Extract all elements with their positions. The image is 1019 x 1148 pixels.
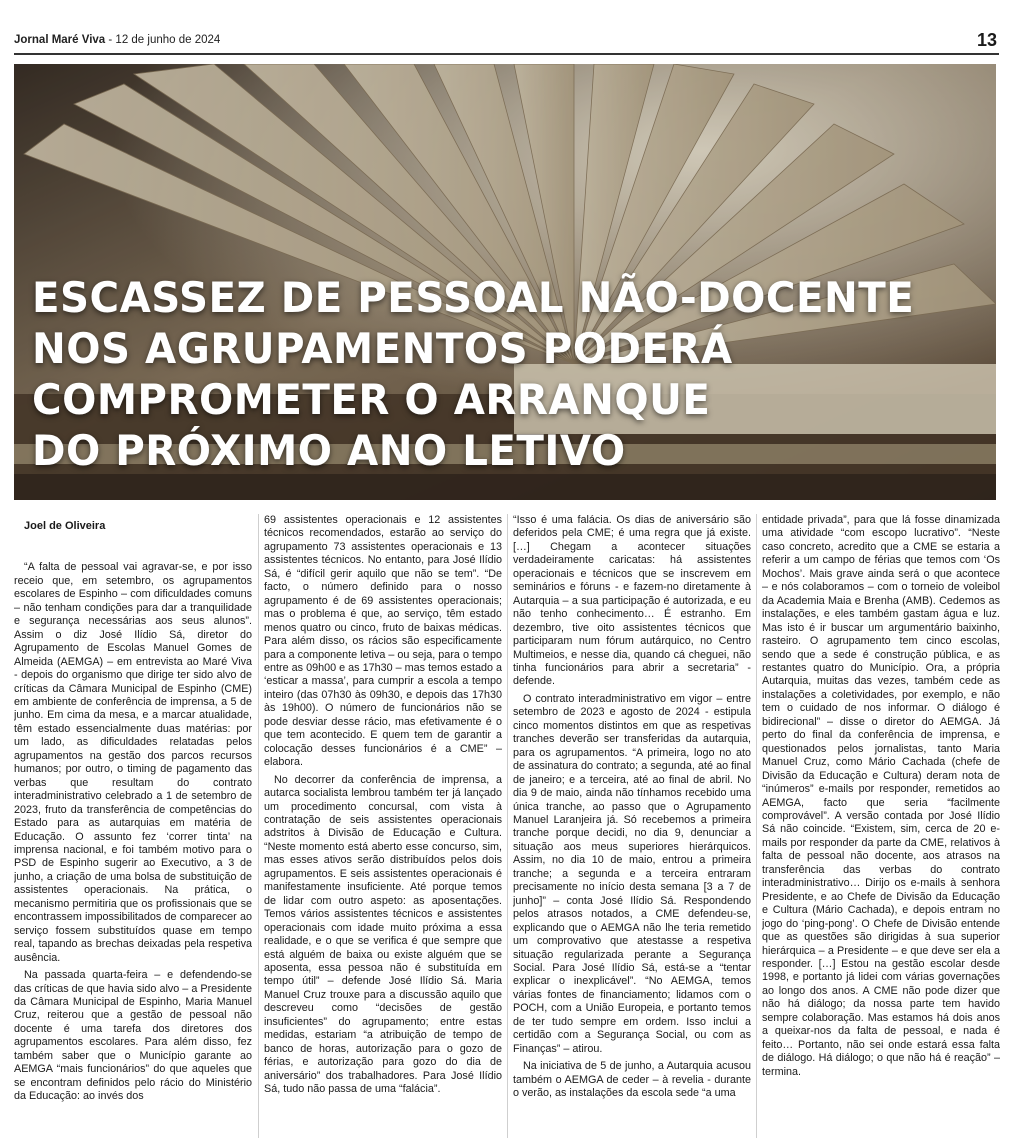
headline-line: ESCASSEZ DE PESSOAL NÃO-DOCENTE (32, 273, 915, 322)
header-rule (14, 53, 999, 55)
article-body (14, 514, 1004, 1144)
article-column-3 (513, 514, 751, 1144)
headline (32, 272, 982, 476)
paragraph: entidade privada”, para que lá fosse dinamizada uma atividade “com escopo lucrativo”. “Neste caso concreto, acredito que a CME se estaria a referir a um campo de férias que temos com ‘Os Mochos’. Mais grave ainda será o que acontece – e nós colaboramos – com o torneio de voleibol da Academia Maia e Brenha (AMB). Cedemos as instalações, e eles também gastam água e luz. Mas isto é ir buscar um argumentário baixinho, rasteiro. O agrupamento tem cinco escolas, sendo que a sede é construção pública, e as restantes quatro do Município. Ora, a própria Autarquia, muitas das vezes, também cede as instalações a coletividades, por exemplo, e não tem o cuidado de nos informar. O diálogo é bidirecional” – disse o diretor do AEMGA. Já perto do final da conferência de imprensa, e questionados pelos jornalistas, tanto Maria Manuel Cruz, como Mário Cachada (chefe de Divisão da Educação e Cultura) deram nota de “inúmeros” e-mails por responder, remetidos ao AEMGA, facto que seria “facilmente comprovável”. A versão contada por José Ilídio Sá não coincide. “Existem, sim, cerca de 20 e-mails por responder da parte da CME, relativos à falta de pessoal não docente, aos atrasos na transferência das verbas do contrato interadministrativo… Dirijo os e-mails à senhora Presidente, e ao Chefe de Divisão da Educação e Cultura (Mário Cachada), e depois entram no jogo do ‘ping-pong’. O Chefe de Divisão entende que as questões são dirigidas à sua superior hierárquica – a Presidente – e que deve ser ela a responder. […] Estou na gestão escolar desde 1998, e portanto já lidei com várias governações ao longo dos anos. A CME não pode dizer que não há diálogo; da nossa parte tem havido sempre colaboração. Mas estamos há dois anos a queixar-nos da falta de pessoal, e nada é feito… Portanto, não sei onde estará essa falta de diálogo. Há diálogo; o que não há é reação” – termina. (762, 514, 1000, 1078)
article-column-4 (762, 514, 1000, 1144)
author-byline: Joel de Oliveira (24, 520, 106, 532)
paragraph: No decorrer da conferência de imprensa, a autarca socialista lembrou também ter já lançado um procedimento concursal, com vista à contratação de seis assistentes operacionais adstritos à Divisão de Educação e Cultura. “Neste momento está aberto esse concurso, sim, mas esses ativos serão distribuídos pelos dois agrupamentos. E seis assistentes operacionais é manifestamente insuficiente. Até porque temos de lidar com outro aspeto: as aposentações. Temos vários assistentes técnicos e assistentes operacionais com idade muito próxima a essa realidade, e o que se verifica é que sempre que está alguém de baixa ou existe alguém que se aposenta, essa pessoa não é substituída em tempo útil” – defende José Ilídio Sá. Maria Manuel Cruz trouxe para a discussão aquilo que descreveu como “decisões de gestão insuficientes” do agrupamento; entre estas medidas, estariam “a atribuição de tempo de banco de horas, autorização para o gozo de férias, e autorização para gozo do dia de aniversário” dos trabalhadores. Para José Ilídio Sá, tudo não passa de uma “falácia”. (264, 773, 502, 1096)
headline-line: COMPROMETER O ARRANQUE (32, 375, 711, 424)
hero-image (14, 64, 996, 500)
page-header (14, 28, 999, 54)
publication-name: Jornal Maré Viva (14, 34, 106, 46)
publication-info (14, 34, 220, 46)
headline-line: DO PRÓXIMO ANO LETIVO (32, 426, 626, 475)
page-number: 13 (976, 30, 997, 50)
paragraph: Na passada quarta-feira – e defendendo-se das críticas de que havia sido alvo – a Presidente da Câmara Municipal de Espinho, Maria Manuel Cruz, reiterou que a gestão de pessoal não docente é uma tarefa dos diretores dos agrupamentos escolares. Para além disso, fez também saber que o Município garante ao AEMGA “mais funcionários” do que aqueles que se encontram definidos pelo rácio do Ministério da Educação: ao invés dos (14, 969, 252, 1103)
column-divider (756, 514, 757, 1138)
article-column-2 (264, 514, 502, 1144)
publication-date: - 12 de junho de 2024 (105, 34, 221, 46)
column-divider (258, 514, 259, 1138)
paragraph: “A falta de pessoal vai agravar-se, e por isso receio que, em setembro, os agrupamentos escolares de Espinho – com dificuldades comuns – não tenham condições para dar a tranquilidade e segurança necessárias aos seus alunos”. Assim o diz José Ilídio Sá, diretor do Agrupamento de Escolas Manuel Gomes de Almeida (AEMGA) – em entrevista ao Maré Viva - depois do organismo que dirige ter sido alvo de críticas da Câmara Municipal de Espinho (CME) em ambiente de conferência de imprensa, a 5 de junho. Em cima da mesa, e a marcar atualidade, têm estado essencialmente duas matérias: por um lado, as dificuldades relatadas pelos agrupamentos na gestão dos parcos recursos humanos; por outro, o timing de pagamento das verbas que resultam do contrato interadministrativo celebrado a 1 de setembro de 2023, fruto da transferência de competências do Estado para as autarquias em matéria de Educação. O assunto fez ‘correr tinta’ na imprensa nacional, e foi também motivo para o PSD de Espinho sugerir ao Executivo, a 3 de junho, a criação de uma bolsa de substituição de assistentes operacionais. Na prática, o mecanismo permitiria que os profissionais que se encontrassem impossibilitados de comparecer ao serviço fossem substituídos quase em tempo real, tapando as brechas deixadas pela respetiva ausência. (14, 561, 252, 964)
paragraph: O contrato interadministrativo em vigor – entre setembro de 2023 e agosto de 2024 - estipula cinco momentos distintos em que as respetivas tranches deverão ser transferidas da autarquia, para os agrupamentos. “A primeira, logo no ato de assinatura do contrato; a segunda, até ao final de janeiro; e a terceira, até ao final de abril. No dia 9 de maio, ainda não tínhamos recebido uma única tranche, ao passo que o Agrupamento Manuel Laranjeira já. Só recebemos a primeira tranche porque decidi, no dia 9, denunciar a situação aos meus superiores hierárquicos. Assim, no dia 10 de maio, entrou a primeira tranche; a segunda e a terceira entraram precisamente no início desta semana [3 a 7 de junho]” – conta José Ilídio Sá. Respondendo pelos atrasos notados, a CME defendeu-se, explicando que o AEMGA não lhe teria remetido um comprovativo que atestasse a respetiva situação regularizada perante a Segurança Social. Para José Ilídio Sá, está-se a “tentar explicar o inexplicável”. “No AEMGA, temos várias fontes de financiamento; lidamos com o POCH, com a União Europeia, e portanto temos de ter tudo sempre em ordem. Isso inclui a certidão com a Segurança Social, ou com as Finanças” – atirou. (513, 692, 751, 1055)
column-divider (507, 514, 508, 1138)
paragraph: 69 assistentes operacionais e 12 assistentes técnicos recomendados, estarão ao serviço do agrupamento 73 assistentes operacionais e 13 assistentes técnicos. No entanto, para José Ilídio Sá, é “difícil gerir aquilo que não se tem”. “De facto, o número definido para o nosso agrupamento é de 69 assistentes operacionais; mas o problema é que, ao serviço, têm estado menos quatro ou cinco, fruto de baixas médicas. Para além disso, os rácios são especificamente para a componente letiva – ou seja, para o tempo entre as 09h00 e as 17h30 – mas temos estado a ‘esticar a massa’, para cumprir a escola a tempo inteiro (das 07h30 às 09h30, e depois das 17h30 às 19h00). O número de funcionários não se pode desviar desse rácio, mas efetivamente é o que tem acontecido. E quem tem de garantir a colocação desses funcionários é a CME” – elabora. (264, 514, 502, 769)
paragraph: Na iniciativa de 5 de junho, a Autarquia acusou também o AEMGA de ceder – à revelia - durante o verão, as instalações da escola sede “a uma (513, 1060, 751, 1100)
paragraph: “Isso é uma falácia. Os dias de aniversário são deferidos pela CME; é uma regra que já existe. […] Chegam a acontecer situações verdadeiramente caricatas: há assistentes operacionais e técnicos que se inscrevem em seminários e fóruns - e fazem-no diretamente à Autarquia – a sua participação é autorizada, e eu não tenho conhecimento… É estranho. Em dezembro, tive oito assistentes técnicos que participaram num fórum autárquico, no Centro Multimeios, e nesse dia, quando cá cheguei, não tinha funcionários para abrir a secretaria” - defende. (513, 514, 751, 688)
article-column-1 (14, 514, 252, 1144)
headline-line: NOS AGRUPAMENTOS PODERÁ (32, 324, 733, 373)
